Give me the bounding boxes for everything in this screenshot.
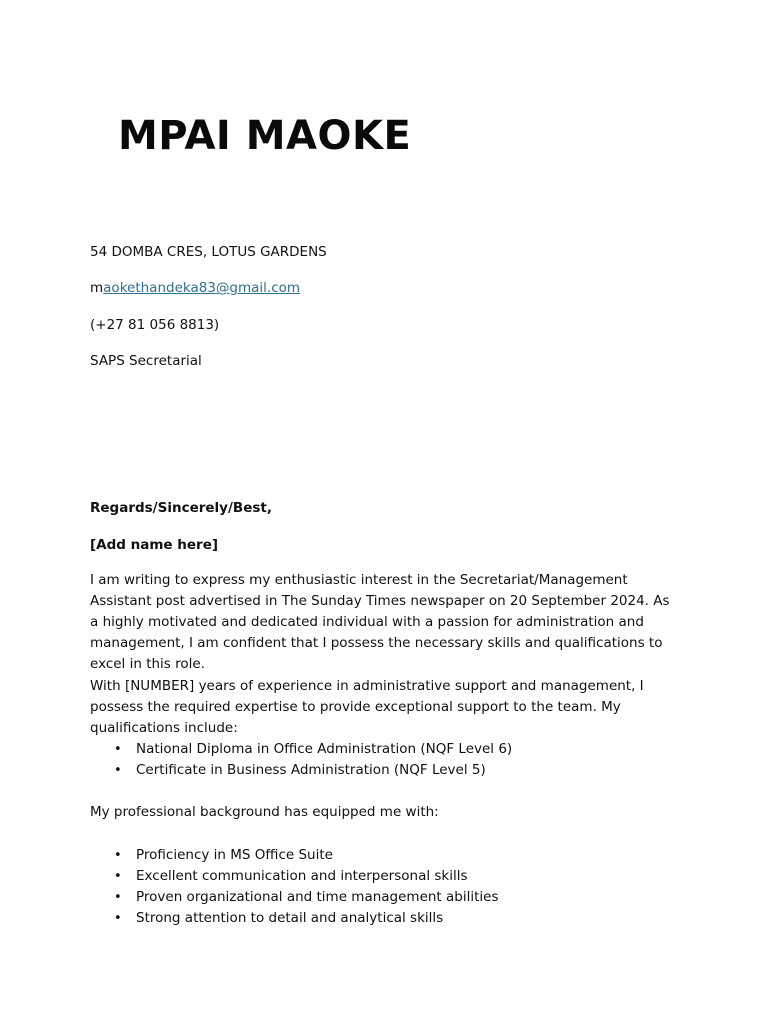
list-item-text: National Diploma in Office Administration (NQF Level 6): [136, 741, 513, 757]
skills-list: [90, 845, 499, 929]
list-item: [90, 760, 512, 781]
intro-paragraph: I am writing to express my enthusiastic interest in the Secretariat/Management Assistant post advertised in The Sunday Times newspaper on 20 September 2024. As a highly motivated and dedicated individual with a passion for administration and management, I am confident that I possess the necessary skills and qualifications to excel in this role.: [90, 572, 670, 672]
email-line: [90, 278, 300, 298]
list-item: [90, 887, 499, 908]
position-line: SAPS Secretarial: [90, 353, 202, 369]
signoff-line: Regards/Sincerely/Best,: [90, 500, 272, 516]
background-paragraph: My professional background has equipped me with:: [90, 804, 439, 820]
bullet-icon: •: [114, 742, 122, 757]
list-item-text: Certificate in Business Administration (NQF Level 5): [136, 762, 486, 778]
list-item: [90, 845, 499, 866]
email-link[interactable]: aokethandeka83@gmail.com: [103, 280, 301, 296]
bullet-icon: •: [114, 848, 122, 863]
list-item: [90, 908, 499, 929]
list-item-text: Strong attention to detail and analytical skills: [136, 910, 444, 926]
qualifications-list: [90, 739, 512, 781]
bullet-icon: •: [114, 890, 122, 905]
bullet-icon: •: [114, 763, 122, 778]
bullet-icon: •: [114, 869, 122, 884]
applicant-name: MPAI MAOKE: [118, 113, 412, 159]
experience-paragraph: With [NUMBER] years of experience in administrative support and management, I possess the required expertise to provide exceptional support to the team. My qualifications include:: [90, 678, 644, 736]
list-item-text: Proven organizational and time management abilities: [136, 889, 499, 905]
list-item: [90, 739, 512, 760]
list-item: [90, 866, 499, 887]
address-line: 54 DOMBA CRES, LOTUS GARDENS: [90, 244, 327, 260]
phone-line: (+27 81 056 8813): [90, 317, 220, 333]
list-item-text: Proficiency in MS Office Suite: [136, 847, 333, 863]
list-item-text: Excellent communication and interpersonal skills: [136, 868, 468, 884]
email-prefix: m: [90, 280, 104, 296]
name-placeholder-line: [Add name here]: [90, 537, 219, 553]
bullet-icon: •: [114, 911, 122, 926]
